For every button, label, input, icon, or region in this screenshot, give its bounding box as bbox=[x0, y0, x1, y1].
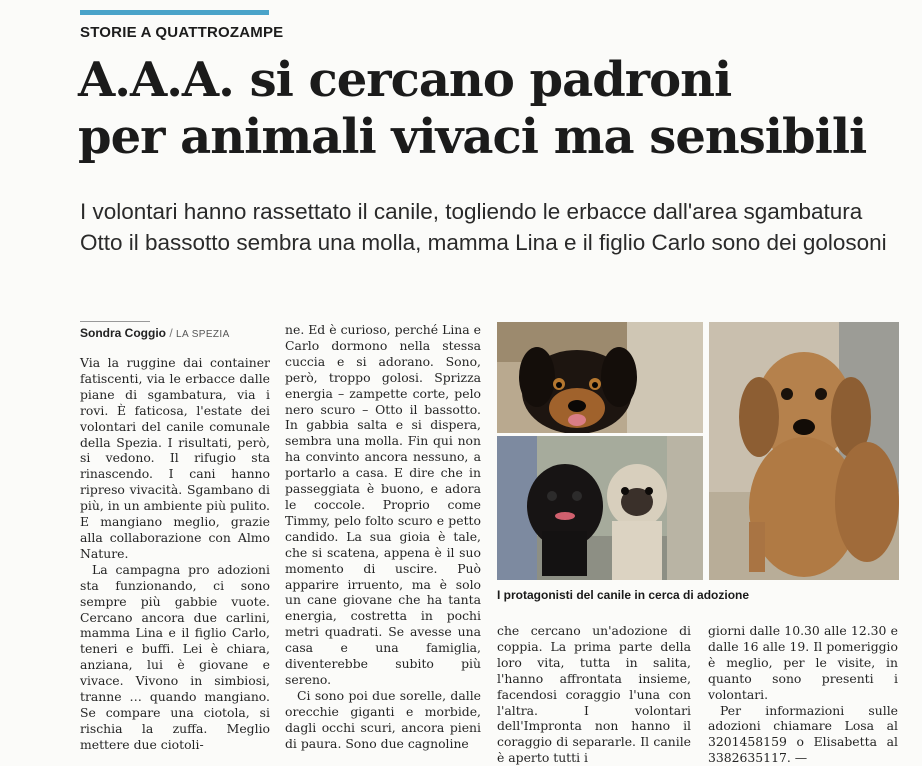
byline-city: LA SPEZIA bbox=[176, 329, 230, 340]
article-column-3 bbox=[497, 623, 691, 766]
article-column-2 bbox=[285, 322, 481, 751]
paragraph: Via la ruggine dai container fatiscenti, via le erbacce dalle piane di sgambatura, via i rovi. È faticosa, l'estate dei volontari del canile comunale della Spezia. I risultati, però, si vedono. Il rifugio sta rinascendo. I cani hanno ripreso vivacità. Sgambano di più, in un ambiente più pulito. E mangiano meglio, grazie alla collaborazione con Almo Nature. bbox=[80, 355, 270, 561]
headline-line-2: per animali vivaci ma sensibili bbox=[78, 109, 867, 165]
section-kicker: STORIE A QUATTROZAMPE bbox=[80, 24, 284, 41]
dog-photo-icon bbox=[497, 436, 703, 580]
byline bbox=[80, 326, 230, 340]
dachshund-photo bbox=[497, 322, 703, 433]
article-column-1 bbox=[80, 355, 270, 753]
paragraph: ne. Ed è curioso, perché Lina e Carlo dormono nella stessa cuccia e si adorano. Sono, però, troppo golosi. Sprizza energia – zampette corte, pelo nero scuro – Otto il bassotto. In gabbia salta e si dispera, sembra una molla. Fin qui non ha convinto ancora nessuno, a portarlo a casa. E dire che in passeggiata è buono, e adora le coccole. Proprio come Timmy, pelo folto scuro e petto candido. La sua gioia è tale, che si scatena, appena è il suo momento di uscire. Può apparire irruento, ma è solo un cane giovane che ha tanta energia, costretta in pochi metri quadrati. Se avesse una casa e una famiglia, diventerebbe subito più sereno. bbox=[285, 322, 481, 687]
photo-collage bbox=[497, 322, 899, 580]
byline-separator: / bbox=[169, 326, 173, 340]
dog-photo-icon bbox=[709, 322, 899, 580]
subheadline-line-1: I volontari hanno rassettato il canile, togliendo le erbacce dall'area sgambatura bbox=[80, 199, 863, 224]
subheadline-line-2: Otto il bassotto sembra una molla, mamma Lina e il figlio Carlo sono dei golosoni bbox=[80, 230, 887, 255]
byline-author: Sondra Coggio bbox=[80, 326, 166, 340]
subheadline bbox=[80, 196, 920, 258]
pugs-photo bbox=[497, 436, 703, 580]
dog-photo-icon bbox=[497, 322, 703, 433]
photo-caption: I protagonisti del canile in cerca di adozione bbox=[497, 588, 750, 602]
paragraph: La campagna pro adozioni sta funzionando, ci sono sempre più gabbie vuote. Cercano ancora due carlini, mamma Lina e il figlio Carlo, teneri e buffi. Lei è chiara, anziana, lui è giovane e vivace. Vivono in simbiosi, tranne … quando mangiano. Se compare una ciotola, si rischia la zuffa. Meglio mettere due ciotoli- bbox=[80, 561, 270, 752]
paragraph: che cercano un'adozione di coppia. La prima parte della loro vita, tutta in salita, l'hanno affrontata insieme, facendosi coraggio l'una con l'altra. I volontari dell'Impronta non hanno il coraggio di separarle. Il canile è aperto tutti i bbox=[497, 623, 691, 766]
hound-photo bbox=[709, 322, 899, 580]
article-column-4 bbox=[708, 623, 898, 766]
paragraph: Per informazioni sulle adozioni chiamare Losa al 3201458159 o Elisabetta al 3382635117. — bbox=[708, 702, 898, 766]
section-accent-bar bbox=[80, 10, 269, 15]
headline bbox=[78, 52, 918, 166]
paragraph: Ci sono poi due sorelle, dalle orecchie giganti e morbide, dagli occhi scuri, ancora pieni di paura. Sono due cagnoline bbox=[285, 687, 481, 751]
paragraph: giorni dalle 10.30 alle 12.30 e dalle 16 alle 19. Il pomeriggio è meglio, per le visite, in quanto sono presenti i volontari. bbox=[708, 623, 898, 702]
byline-rule bbox=[80, 321, 150, 322]
headline-line-1: A.A.A. si cercano padroni bbox=[78, 52, 732, 108]
